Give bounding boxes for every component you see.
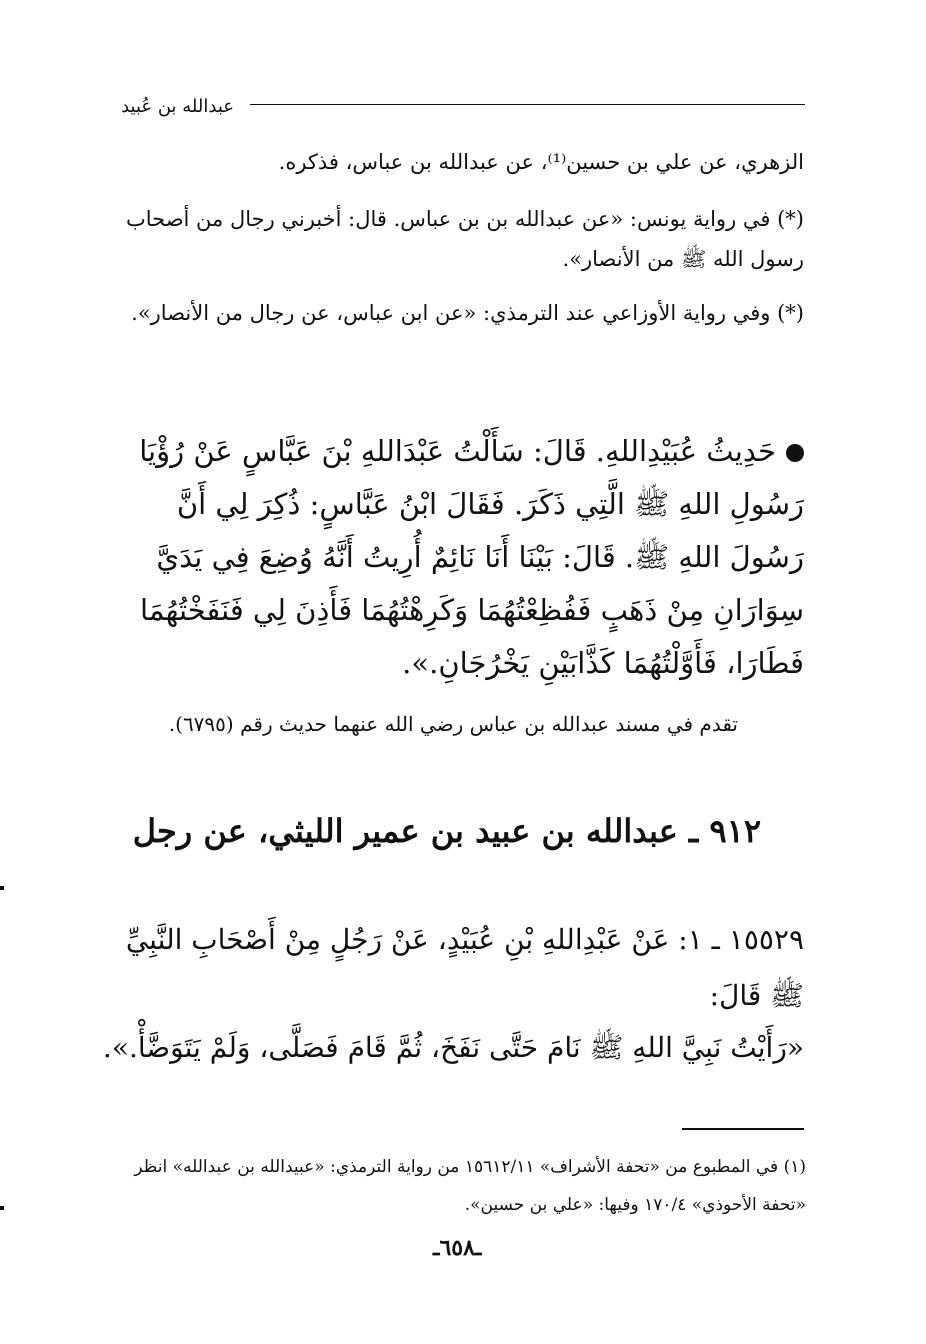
footnote-rule: [682, 1128, 804, 1130]
hadith-2-text: «رَأَيْتُ نَبِيَّ اللهِ ﷺ نَامَ حَتَّى نَفَخَ، ثُمَّ قَامَ فَصَلَّى، وَلَمْ يَتَوَضَّأْ.».: [102, 1031, 804, 1064]
footnote: (١) في المطبوع من «تحفة الأشراف» ١٥٦١٢/١١ من رواية الترمذي: «عبيدالله بن عبدالله» انظر «تحفة الأحوذي» ١٧٠/٤ وفيها: «علي بن حسين».: [134, 1157, 806, 1215]
scan-mark: [0, 886, 4, 890]
awzai-variant-note: (*) وفي رواية الأوزاعي عند الترمذي: «عن ابن عباس، عن رجال من الأنصار».: [131, 301, 804, 325]
intro-line: الزهري، عن علي بن حسين⁽¹⁾، عن عبدالله بن عباس، فذكره.: [278, 150, 804, 174]
hadith-2-isnad: ١٥٥٢٩ ـ ١: عَنْ عَبْدِاللهِ بْنِ عُبَيْدٍ، عَنْ رَجُلٍ مِنْ أَصْحَابِ النَّبِيِّ ﷺ قَالَ:: [125, 923, 804, 1012]
running-title: عبدالله بن عُبيد: [121, 96, 234, 117]
hadith-1-text: حَدِيثُ عُبَيْدِاللهِ. قَالَ: سَأَلْتُ عَبْدَاللهِ بْنَ عَبَّاسٍ عَنْ رُؤْيَا رَسُولِ اللهِ ﷺ الَّتِي ذَكَرَ. فَقَالَ ابْنُ عَبَّاسٍ: ذُكِرَ لِي أَنَّ رَسُولَ اللهِ ﷺ. قَالَ: بَيْنَا أَنَا نَائِمٌ أُرِيتُ أَنَّهُ وُضِعَ فِي يَدَيَّ سِوَارَانِ مِنْ ذَهَبٍ فَفُظِعْتُهُمَا وَكَرِهْتُهُمَا فَأَذِنَ لِي فَنَفَخْتُهُمَا فَطَارَا، فَأَوَّلْتُهُمَا كَذَّابَيْنِ يَخْرُجَانِ.».: [139, 434, 804, 680]
cross-reference-note: تقدم في مسند عبدالله بن عباس رضي الله عنهما حديث رقم (٦٧٩٥).: [168, 712, 738, 736]
scan-mark: [0, 1206, 4, 1210]
section-title: ٩١٢ ـ عبدالله بن عبيد بن عمير الليثي، عن رجل: [132, 812, 761, 850]
bullet-icon: [786, 444, 804, 462]
header-rule: [250, 104, 805, 105]
page-number: ـ٦٥٨ـ: [433, 1235, 482, 1261]
yunus-variant-note: (*) في رواية يونس: «عن عبدالله بن بن عباس. قال: أخبرني رجال من أصحاب رسول الله ﷺ من الأنصار».: [125, 207, 804, 271]
hadith-1: [100, 425, 804, 690]
